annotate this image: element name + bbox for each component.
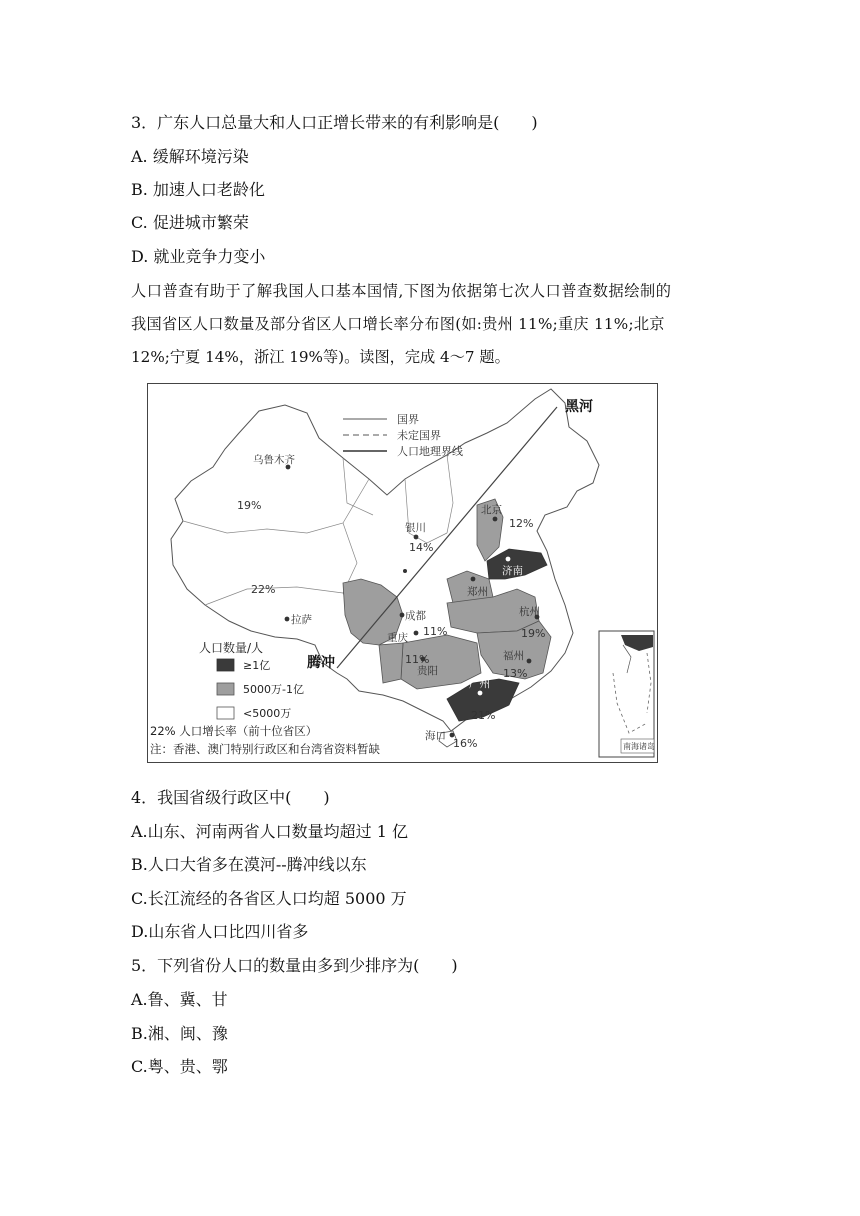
q3-stem: 3．广东人口总量大和人口正增长带来的有利影响是( ) — [131, 113, 538, 132]
rate-ningxia: 14% — [409, 541, 434, 554]
city-label-urumqi: 乌鲁木齐 — [253, 454, 295, 466]
legend-geo-line: 人口地理界线 — [397, 445, 463, 458]
q3-option-d: D. 就业竞争力变小 — [131, 247, 266, 266]
map-footnote: 注：香港、澳门特别行政区和台湾省资料暂缺 — [150, 742, 380, 756]
city-dot-yinchuan — [414, 535, 419, 540]
rate-hainan: 16% — [453, 737, 478, 750]
rate-tibet: 22% — [251, 583, 276, 596]
q4-option-a: A.山东、河南两省人口数量均超过 1 亿 — [131, 822, 408, 841]
city-label-beijing: 北京 — [481, 504, 502, 516]
rate-guangdong: 21% — [471, 709, 496, 722]
legend-pop-high: ≥1亿 — [243, 659, 271, 672]
legend-pop-mid: 5000万-1亿 — [243, 683, 304, 696]
population-map — [147, 383, 658, 763]
city-label-haikou: 海口 — [425, 730, 446, 742]
city-label-fuzhou: 福州 — [503, 650, 524, 662]
rate-xinjiang: 19% — [237, 499, 262, 512]
tengchong-label: 腾冲 — [307, 655, 335, 671]
rate-guizhou: 11% — [405, 653, 430, 666]
inset-south-china-sea — [599, 631, 655, 757]
city-label-zhengzhou: 郑州 — [467, 586, 488, 598]
city-dot-chengdu — [400, 613, 405, 618]
city-dot-lhasa — [285, 617, 290, 622]
city-label-chengdu: 成都 — [405, 610, 426, 622]
rate-fujian: 13% — [503, 667, 528, 680]
intro-line-2: 我国省区人口数量及部分省区人口增长率分布图(如:贵州 11%;重庆 11%;北京 — [131, 315, 665, 333]
heihe-label: 黑河 — [565, 399, 593, 415]
q5-stem: 5．下列省份人口的数量由多到少排序为( ) — [131, 956, 458, 975]
inset-label: 南海诸岛 — [623, 742, 655, 751]
rate-zhejiang: 19% — [521, 627, 546, 640]
city-label-guangzhou: 广州 — [469, 678, 490, 690]
city-label-jinan: 济南 — [502, 565, 523, 577]
q3-option-b: B. 加速人口老龄化 — [131, 180, 265, 199]
rate-note: 22% 人口增长率（前十位省区） — [150, 724, 318, 738]
legend-border: 国界 — [397, 413, 419, 426]
q4-stem: 4．我国省级行政区中( ) — [131, 788, 330, 807]
rate-chongqing: 11% — [423, 625, 448, 638]
q5-option-c: C.粤、贵、鄂 — [131, 1057, 228, 1076]
city-dot-chongqing — [414, 631, 419, 636]
q3-option-c: C. 促进城市繁荣 — [131, 213, 249, 232]
city-dot-jinan — [506, 557, 511, 562]
q4-option-c: C.长江流经的各省区人口均超 5000 万 — [131, 889, 407, 908]
city-dot-fuzhou — [527, 659, 532, 664]
province-yunnan-partial — [379, 643, 403, 683]
city-dot-extra — [403, 569, 407, 573]
city-label-yinchuan: 银川 — [405, 522, 426, 534]
intro-line-3: 12%;宁夏 14%，浙江 19%等)。读图，完成 4～7 题。 — [131, 348, 510, 366]
q5-option-b: B.湘、闽、豫 — [131, 1024, 228, 1043]
rate-beijing: 12% — [509, 517, 534, 530]
q3-option-a: A. 缓解环境污染 — [131, 147, 249, 166]
q4-option-b: B.人口大省多在漠河--腾冲线以东 — [131, 855, 367, 874]
city-dot-guangzhou — [478, 691, 483, 696]
city-label-guiyang: 贵阳 — [417, 665, 438, 677]
q4-option-d: D.山东省人口比四川省多 — [131, 922, 309, 941]
city-label-hangzhou: 杭州 — [519, 606, 540, 618]
city-dot-zhengzhou — [471, 577, 476, 582]
city-label-lhasa: 拉萨 — [291, 614, 312, 626]
q5-option-a: A.鲁、冀、甘 — [131, 990, 228, 1009]
city-dot-beijing — [493, 517, 498, 522]
city-label-chongqing: 重庆 — [387, 632, 408, 644]
legend-pop-title: 人口数量/人 — [199, 641, 264, 655]
intro-line-1: 人口普查有助于了解我国人口基本国情,下图为依据第七次人口普查数据绘制的 — [131, 282, 672, 300]
legend-pop-low: <5000万 — [243, 707, 292, 720]
legend-undetermined: 未定国界 — [397, 429, 441, 442]
